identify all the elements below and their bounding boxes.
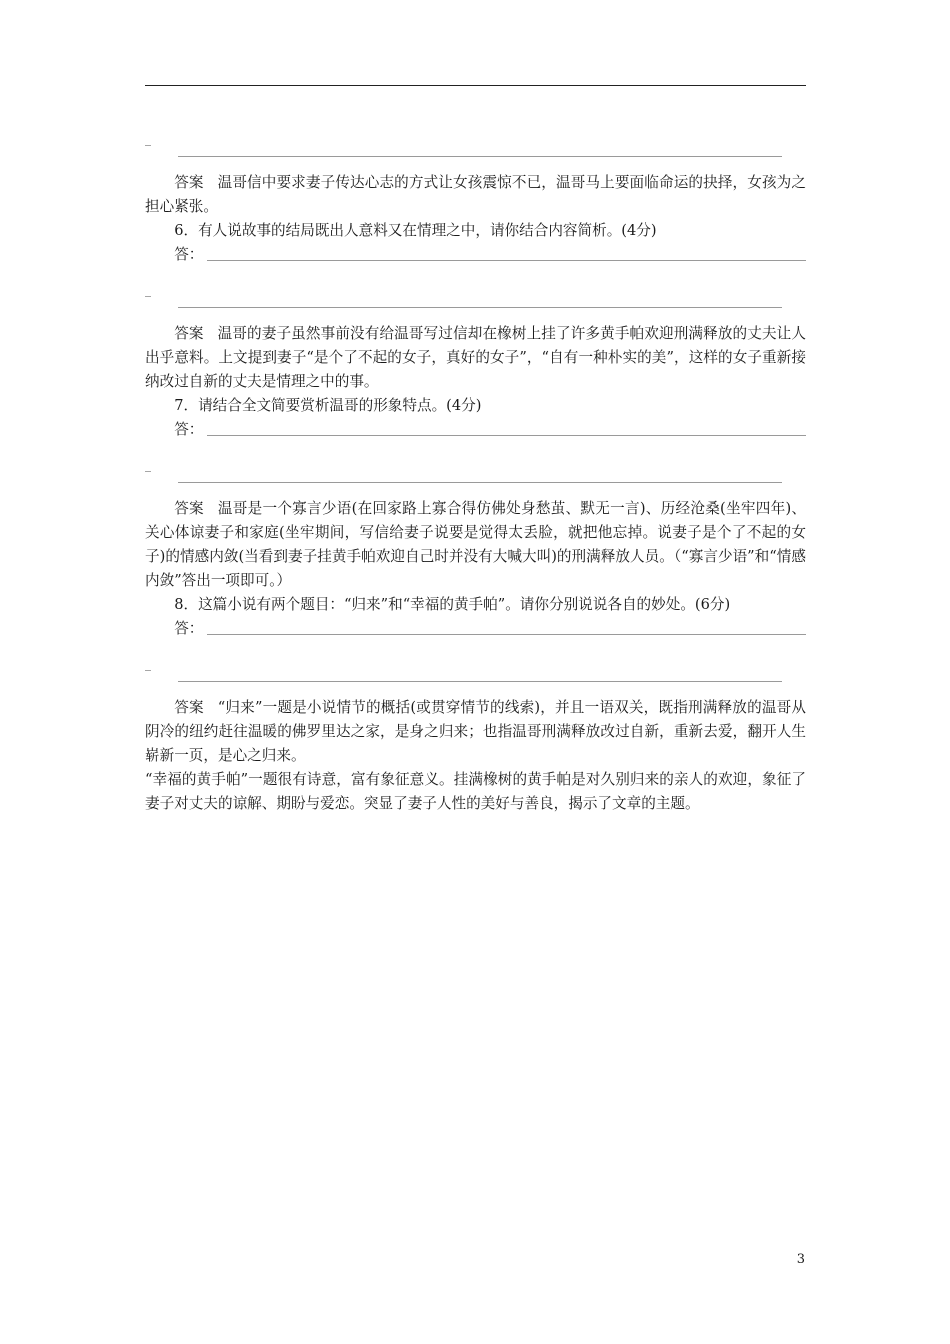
answer-line-continuation: _	[145, 657, 151, 671]
answer-line	[207, 435, 806, 436]
answer-paragraph-6: 答案 温哥的妻子虽然事前没有给温哥写过信却在橡树上挂了许多黄手帕欢迎刑满释放的丈夫让人出乎意料。上文提到妻子“是个了不起的女子，真好的女子”，“自有一种朴实的美”，这样的女子重新接纳改过自新的丈夫是情理之中的事。	[145, 325, 806, 390]
answer-prompt: 答：	[174, 246, 204, 263]
answer-label: 答案	[174, 500, 204, 517]
answer-blank-line	[178, 482, 782, 497]
answer-line	[207, 260, 806, 261]
answer-paragraph-5: 答案 温哥信中要求妻子传达心志的方式让女孩震惊不已，温哥马上要面临命运的抉择，女孩为之担心紧张。	[145, 174, 806, 215]
document-body	[145, 128, 806, 816]
answer-paragraph-8: 答案 “归来”一题是小说情节的概括(或贯穿情节的线索)，并且一语双关，既指刑满释放的温哥从阴冷的纽约赶往温暖的佛罗里达之家，是身之归来；也指温哥刑满释放改过自新，重新去爱，翻开人生崭新一页，是心之归来。	[145, 699, 806, 764]
answer-field-8[interactable]	[145, 617, 806, 641]
answer-prompt: 答：	[174, 421, 204, 438]
answer-line-continuation: _	[145, 283, 151, 297]
answer-line-continuation: _	[145, 458, 151, 472]
question-8: 8．这篇小说有两个题目：“归来”和“幸福的黄手帕”。请你分别说说各自的妙处。(6分)	[174, 596, 731, 613]
answer-line	[207, 634, 806, 635]
answer-paragraph-8-continued: “幸福的黄手帕”一题很有诗意，富有象征意义。挂满橡树的黄手帕是对久别归来的亲人的欢迎，象征了妻子对丈夫的谅解、期盼与爱恋。突显了妻子人性的美好与善良，揭示了文章的主题。	[145, 771, 806, 812]
header-rule	[145, 85, 806, 86]
question-6: 6．有人说故事的结局既出人意料又在情理之中，请你结合内容简析。(4分)	[174, 222, 657, 239]
answer-label: 答案	[174, 325, 204, 342]
question-7: 7．请结合全文简要赏析温哥的形象特点。(4分)	[174, 397, 482, 414]
answer-label: 答案	[174, 174, 204, 191]
answer-prompt: 答：	[174, 620, 204, 637]
answer-line-continuation: _	[145, 132, 151, 146]
answer-blank-line	[178, 156, 782, 171]
answer-field-6[interactable]	[145, 243, 806, 267]
answer-field-7[interactable]	[145, 418, 806, 442]
answer-label: 答案	[174, 699, 204, 716]
answer-blank-line	[178, 307, 782, 322]
page-number: 3	[796, 1252, 805, 1267]
answer-blank-line	[178, 681, 782, 696]
answer-paragraph-7: 答案 温哥是一个寡言少语(在回家路上寡合得仿佛处身愁茧、默无一言)、历经沧桑(坐牢四年)、关心体谅妻子和家庭(坐牢期间，写信给妻子说要是觉得太丢脸，就把他忘掉。说妻子是个了不起的女子)的情感内敛(当看到妻子挂黄手帕欢迎自己时并没有大喊大叫)的刑满释放人员。（“寡言少语”和“情感内敛”答出一项即可。）	[145, 500, 806, 589]
